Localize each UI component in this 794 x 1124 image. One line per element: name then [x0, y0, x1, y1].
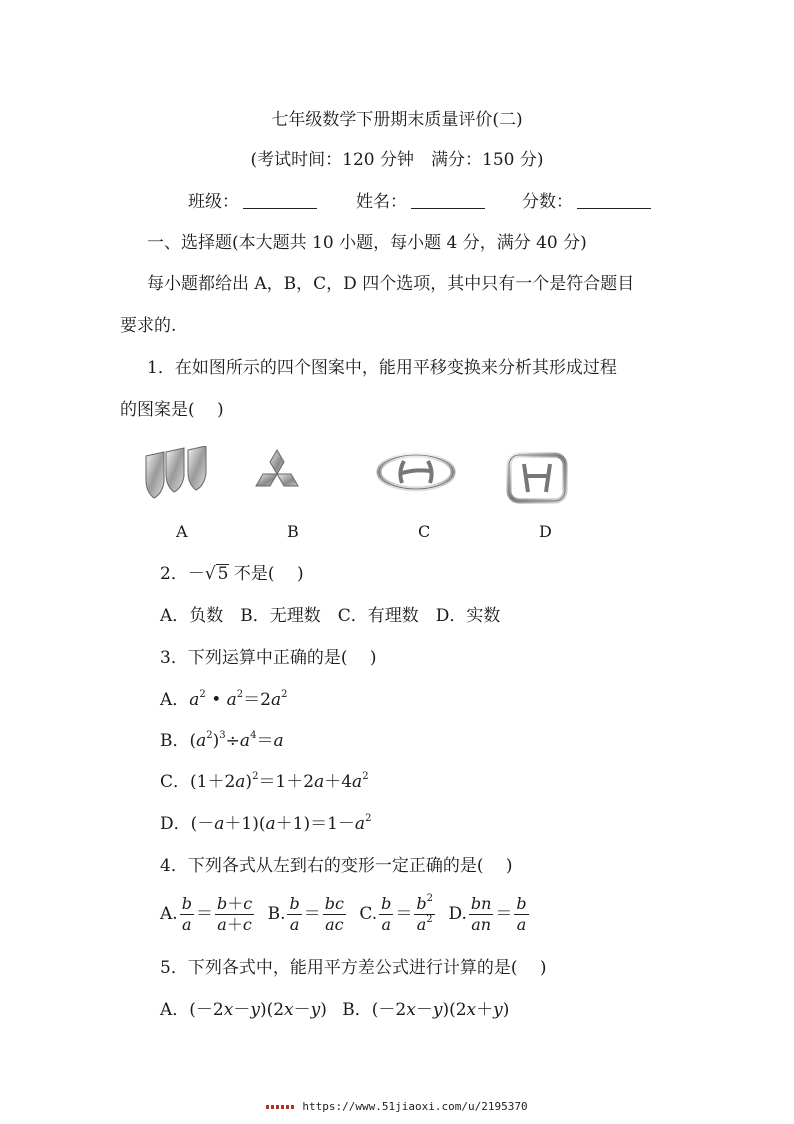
q1-label-b: B	[287, 522, 299, 541]
section-intro-1: 每小题都给出 A，B，C，D 四个选项，其中只有一个是符合题目	[147, 274, 635, 294]
section-heading: 一、选择题(本大题共 10 小题，每小题 4 分，满分 40 分)	[147, 233, 587, 253]
q3-option-c: C．$(1+2a)^2=1+2a+4a^2$	[160, 771, 369, 792]
q3-option-d: D．$(-a+1)(a+1)=1-a^2$	[160, 813, 372, 834]
hyundai-logo-icon	[376, 452, 456, 492]
footer-url[interactable]: https://www.51jiaoxi.com/u/2195370	[0, 1100, 794, 1113]
q5-options: A．(－2x－y)(2x－y) B．(－2x－y)(2x＋y)	[160, 1000, 510, 1020]
section-intro-2: 要求的.	[120, 316, 177, 336]
page-title: 七年级数学下册期末质量评价(二)	[271, 110, 523, 130]
class-blank[interactable]	[243, 192, 317, 209]
q1-stem-2: 的图案是( )	[120, 400, 224, 420]
name-field[interactable]	[356, 190, 485, 214]
q1-stem-1: 1．在如图所示的四个图案中，能用平移变换来分析其形成过程	[147, 358, 617, 378]
name-blank[interactable]	[411, 192, 485, 209]
q2-radicand: 5	[217, 564, 229, 584]
score-label: 分数：	[522, 192, 573, 212]
q3-option-b: B．$(a^2)^3\div a^4=a$	[160, 730, 284, 751]
class-label: 班级：	[188, 192, 239, 212]
q1-label-c: C	[418, 522, 431, 541]
buick-logo-icon	[144, 446, 212, 502]
q3-stem: 3．下列运算中正确的是( )	[160, 648, 377, 668]
name-label: 姓名：	[356, 192, 407, 212]
q4-options: A. $\frac{b}{a}$ ＝ $\frac{b+c}{a+c}$ B. $\frac{b}{a}$ ＝ $\frac{bc}{ac}$ C. $\frac{b}{a}$ ＝ $\frac{b^2}{a^2}$ D. $\frac{bn}{an}$ ＝ $\frac{b}{a}$	[160, 893, 527, 934]
q2-options: A．负数 B．无理数 C．有理数 D．实数	[160, 606, 501, 626]
q1-label-d: D	[539, 522, 552, 541]
q2-stem: 2．－√ 5 不是( )	[160, 564, 304, 584]
class-field[interactable]	[188, 190, 317, 214]
score-field[interactable]	[522, 190, 651, 214]
q3-option-a: A．$a^2$ • $a^2=2a^2$	[160, 689, 288, 710]
score-blank[interactable]	[577, 192, 651, 209]
q4-stem: 4．下列各式从左到右的变形一定正确的是( )	[160, 856, 513, 876]
mitsubishi-logo-icon	[250, 448, 304, 502]
honda-logo-icon	[506, 452, 568, 504]
q1-label-a: A	[176, 522, 188, 541]
exam-info: (考试时间：120 分钟 满分：150 分)	[250, 150, 544, 170]
watermark-icon	[266, 1105, 296, 1109]
sqrt-icon: √	[204, 564, 216, 584]
q5-stem: 5．下列各式中，能用平方差公式进行计算的是( )	[160, 958, 547, 978]
